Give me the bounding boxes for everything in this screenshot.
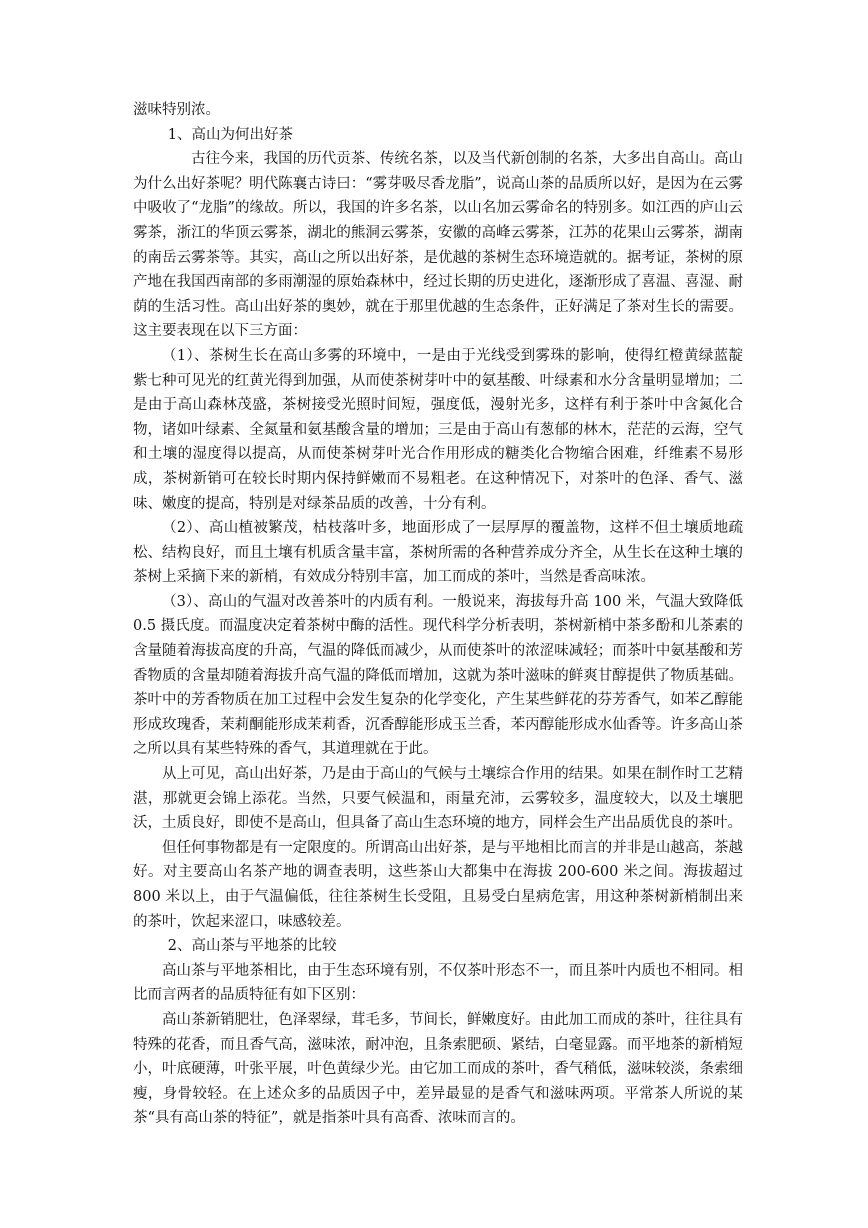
paragraph-continuation: 滋味特别浓。: [133, 102, 220, 118]
paragraph-point-1: （1）、茶树生长在高山多雾的环境中，一是由于光线受到雾珠的影响，使得红橙黄绿蓝靛紫七种可见光的红黄光得到加强，从而使茶树芽叶中的氨基酸、叶绿素和水分含量明显增加；二是由于高山森林茂盛，茶树接受光照时间短，强度低，漫射光多，这样有利于茶叶中含氮化合物，诸如叶绿素、全氮量和氨基酸含量的增加；三是由于高山有葱郁的林木，茫茫的云海，空气和土壤的湿度得以提高，从而使茶树芽叶光合作用形成的糖类化合物缩合困难，纤维素不易形成，茶树新销可在较长时期内保持鲜嫩而不易粗老。在这种情况下，对茶叶的色泽、香气、滋味、嫩度的提高，特别是对绿茶品质的改善，十分有利。: [133, 347, 743, 512]
paragraph-intro: 古往今来，我国的历代贡茶、传统名茶，以及当代新创制的名茶，大多出自高山。高山为什么出好茶呢？明代陈襄古诗曰：“雾芽吸尽香龙脂”，说高山茶的品质所以好，是因为在云雾中吸收了“龙脂”的缘故。所以，我国的许多名茶，以山名加云雾命名的特别多。如江西的庐山云雾茶，浙江的华顶云雾茶，湖北的熊洞云雾茶，安徽的高峰云雾茶，江苏的花果山云雾茶，湖南的南岳云雾茶等。其实，高山之所以出好茶，是优越的茶树生态环境造就的。据考证，茶树的原产地在我国西南部的多雨潮湿的原始森林中，经过长期的历史进化，逐渐形成了喜温、喜湿、耐荫的生活习性。高山出好茶的奥妙，就在于那里优越的生态条件，正好满足了茶对生长的需要。这主要表现在以下三方面：: [133, 151, 743, 340]
paragraph-limits: 但任何事物都是有一定限度的。所谓高山出好茶，是与平地相比而言的并非是山越高，茶越好。对主要高山名茶产地的调查表明，这些茶山大都集中在海拔 200-600 米之间。海拔超过 800 米以上，由于气温偏低，往往茶树生长受阻，且易受白星病危害，用这种茶树新梢制出来的茶叶，饮起来涩口，味感较差。: [133, 839, 743, 930]
section-heading-2: 2、高山茶与平地茶的比较: [167, 938, 337, 955]
paragraph-comparison-intro: 高山茶与平地茶相比，由于生态环境有别，不仅茶叶形态不一，而且茶叶内质也不相同。相比而言两者的品质特征有如下区别：: [133, 962, 743, 1004]
paragraph-conclusion: 从上可见，高山出好茶，乃是由于高山的气候与土壤综合作用的结果。如果在制作时工艺精湛，那就更会锦上添花。当然，只要气候温和，雨量充沛，云雾较多，温度较大，以及土壤肥沃，土质良好，即使不是高山，但具备了高山生态环境的地方，同样会生产出品质优良的茶叶。: [133, 766, 743, 832]
paragraph-point-3: （3）、高山的气温对改善茶叶的内质有利。一般说来，海拔每升高 100 米，气温大致降低 0.5 摄氏度。而温度决定着茶树中酶的活性。现代科学分析表明，茶树新梢中茶多酚和儿茶素的含量随着海拔高度的升高，气温的降低而减少，从而使茶叶的浓涩味减轻；而茶叶中氨基酸和芳香物质的含量却随着海拔升高气温的降低而增加，这就为茶叶滋味的鲜爽甘醇提供了物质基础。茶叶中的芳香物质在加工过程中会发生复杂的化学变化，产生某些鲜花的芬芳香气，如苯乙醇能形成玫瑰香，茉莉酮能形成茉莉香，沉香醇能形成玉兰香，苯丙醇能形成水仙香等。许多高山茶之所以具有某些特殊的香气，其道理就在于此。: [133, 593, 743, 758]
paragraph-comparison-detail: 高山茶新销肥壮，色泽翠绿，茸毛多，节间长，鲜嫩度好。由此加工而成的茶叶，往往具有特殊的花香，而且香气高，滋味浓，耐冲泡，且条索肥硕、紧结，白毫显露。而平地茶的新梢短小，叶底硬薄，叶张平展，叶色黄绿少光。由它加工而成的茶叶，香气稍低，滋味较淡，条索细瘦，身骨较轻。在上述众多的品质因子中，差异最显的是香气和滋味两项。平常茶人所说的某茶“具有高山茶的特征”，就是指茶叶具有高香、浓味而言的。: [133, 1011, 743, 1127]
paragraph-point-2: （2）、高山植被繁茂，枯枝落叶多，地面形成了一层厚厚的覆盖物，这样不但土壤质地疏松、结构良好，而且土壤有机质含量丰富，茶树所需的各种营养成分齐全，从生长在这种土壤的茶树上采摘下来的新梢，有效成分特别丰富，加工而成的茶叶，当然是香高味浓。: [133, 520, 743, 586]
section-heading-1: 1、高山为何出好茶: [167, 126, 294, 143]
document-body: [133, 98, 743, 1131]
